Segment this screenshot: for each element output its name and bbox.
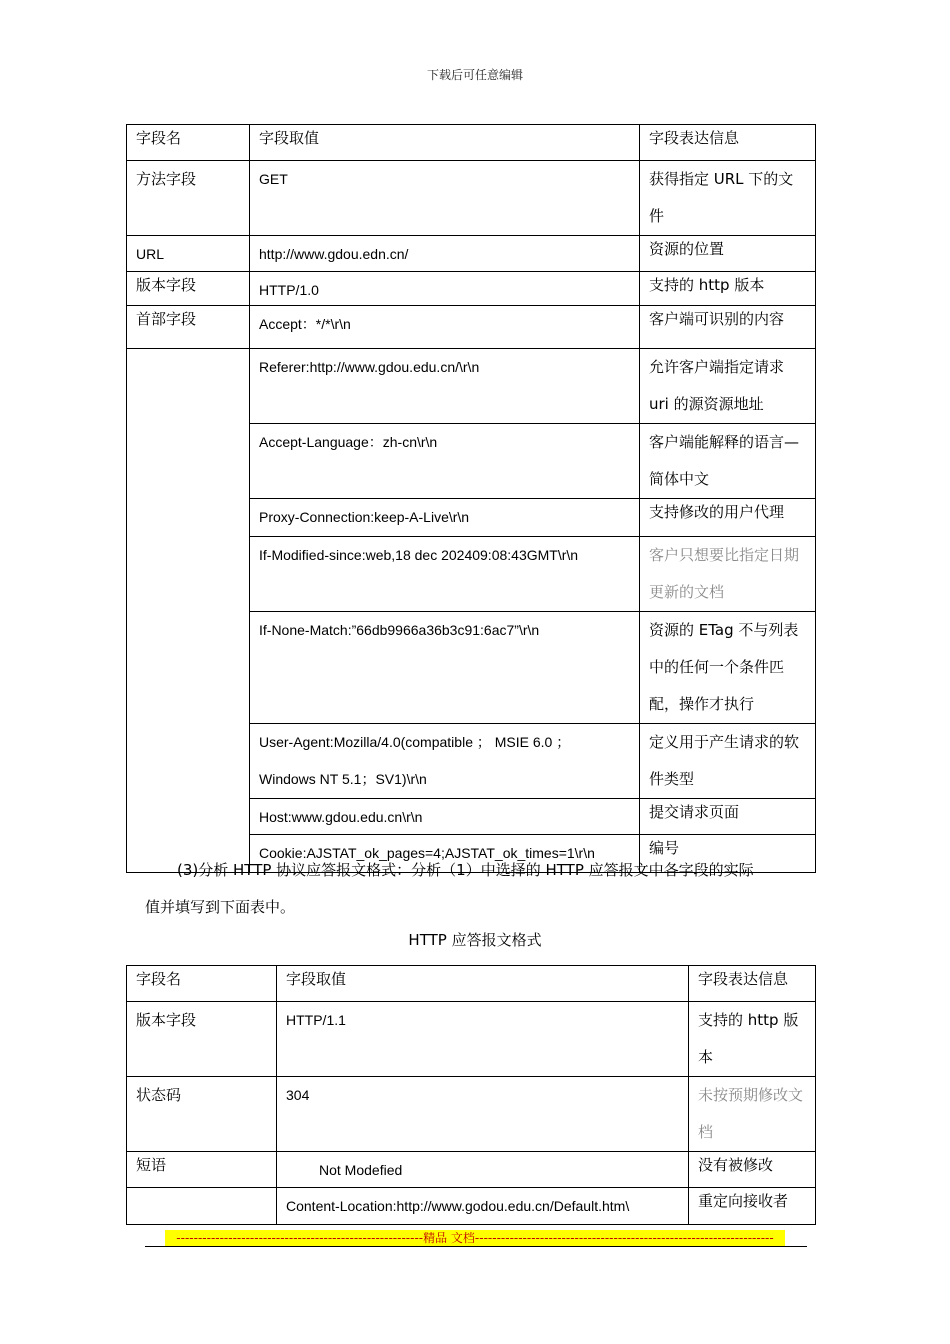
field-value: HTTP/1.0 xyxy=(250,272,640,306)
table-row xyxy=(127,306,816,349)
table-row xyxy=(127,1152,816,1188)
field-info: 支持的 http 版本 xyxy=(689,1002,816,1077)
field-info: 客户端可识别的内容 xyxy=(640,306,816,349)
field-name xyxy=(127,1188,277,1225)
field-name: 状态码 xyxy=(127,1077,277,1152)
field-info: 客户端能解释的语言—简体中文 xyxy=(640,424,816,499)
header-fields-merged-cell xyxy=(127,349,250,873)
field-info: 编号 xyxy=(640,835,816,873)
field-name: URL xyxy=(127,236,250,272)
field-name: 版本字段 xyxy=(127,272,250,306)
field-name: 方法字段 xyxy=(127,161,250,236)
table-row xyxy=(127,1002,816,1077)
field-value: Accept-Language：zh-cn\r\n xyxy=(250,424,640,499)
field-info: 定义用于产生请求的软件类型 xyxy=(640,724,816,799)
field-name: 首部字段 xyxy=(127,306,250,349)
field-value: Proxy-Connection:keep-A-Live\r\n xyxy=(250,499,640,537)
field-value: Cookie:AJSTAT_ok_pages=4;AJSTAT_ok_times=1\r\n xyxy=(250,835,640,873)
table-row xyxy=(127,349,816,424)
table-row xyxy=(127,1188,816,1225)
field-info: 允许客户端指定请求 uri 的源资源地址 xyxy=(640,349,816,424)
table-row xyxy=(127,236,816,272)
field-value: Content-Location:http://www.godou.edu.cn/Default.htm\ xyxy=(277,1188,689,1225)
footer-banner: ---------------------------------------------------------精品 文档--------------------------------------------------------------------- xyxy=(165,1230,785,1246)
page-header: 下载后可任意编辑 xyxy=(426,68,523,82)
field-value: Not Modefied xyxy=(277,1152,689,1188)
field-info: 客户只想要比指定日期更新的文档 xyxy=(640,537,816,612)
table-row xyxy=(127,1077,816,1152)
field-value: Host:www.gdou.edu.cn\r\n xyxy=(250,799,640,835)
field-info: 未按预期修改文档 xyxy=(689,1077,816,1152)
response-table-caption: HTTP 应答报文格式 xyxy=(408,931,542,949)
header-field-name: 字段名 xyxy=(127,966,277,1002)
field-value: Referer:http://www.gdou.edu.cn/\r\n xyxy=(250,349,640,424)
analysis-paragraph-line1: (3)分析 HTTP 协议应答报文格式：分析（1）中选择的 HTTP 应答报文中各字段的实际 xyxy=(177,861,754,879)
table-header-row xyxy=(127,125,816,161)
table-row xyxy=(127,272,816,306)
response-table xyxy=(126,965,816,1225)
footer-divider xyxy=(145,1246,807,1247)
field-value: If-Modified-since:web,18 dec 202409:08:43GMT\r\n xyxy=(250,537,640,612)
field-name: 短语 xyxy=(127,1152,277,1188)
request-table xyxy=(126,124,816,873)
field-value: HTTP/1.1 xyxy=(277,1002,689,1077)
field-name: 版本字段 xyxy=(127,1002,277,1077)
header-field-info: 字段表达信息 xyxy=(689,966,816,1002)
header-field-info: 字段表达信息 xyxy=(640,125,816,161)
field-value: If-None-Match:”66db9966a36b3c91:6ac7”\r\n xyxy=(250,612,640,724)
field-info: 获得指定 URL 下的文件 xyxy=(640,161,816,236)
field-info: 资源的 ETag 不与列表中的任何一个条件匹配，操作才执行 xyxy=(640,612,816,724)
table-header-row xyxy=(127,966,816,1002)
header-field-value: 字段取值 xyxy=(277,966,689,1002)
field-value: User-Agent:Mozilla/4.0(compatible ； MSIE 6.0 ； Windows NT 5.1；SV1)\r\n xyxy=(250,724,640,799)
field-value: http://www.gdou.edn.cn/ xyxy=(250,236,640,272)
field-info: 资源的位置 xyxy=(640,236,816,272)
field-info: 提交请求页面 xyxy=(640,799,816,835)
field-info: 支持修改的用户代理 xyxy=(640,499,816,537)
table-row xyxy=(127,161,816,236)
field-info: 没有被修改 xyxy=(689,1152,816,1188)
header-field-value: 字段取值 xyxy=(250,125,640,161)
field-value: GET xyxy=(250,161,640,236)
field-info: 支持的 http 版本 xyxy=(640,272,816,306)
field-info: 重定向接收者 xyxy=(689,1188,816,1225)
analysis-paragraph-line2: 值并填写到下面表中。 xyxy=(145,898,296,916)
field-value: Accept：*/*\r\n xyxy=(250,306,640,349)
field-value: 304 xyxy=(277,1077,689,1152)
header-field-name: 字段名 xyxy=(127,125,250,161)
